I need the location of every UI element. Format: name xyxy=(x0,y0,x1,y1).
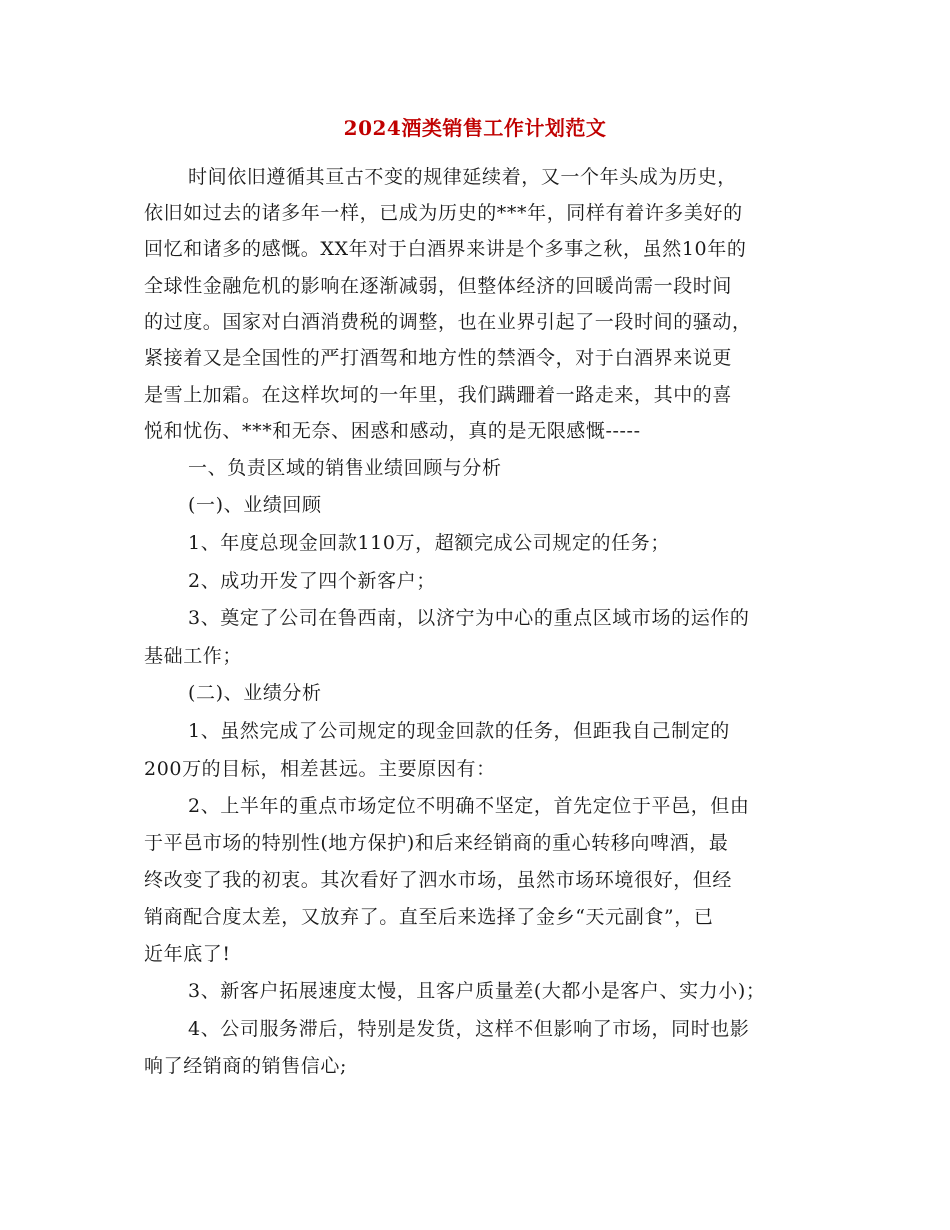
list-item: 4、公司服务滞后，特别是发货，这样不但影响了市场，同时也影 xyxy=(188,1018,750,1040)
list-item-continuation: 于平邑市场的特别性(地方保护)和后来经销商的重心转移向啤酒，最 xyxy=(144,832,729,854)
list-item-continuation: 终改变了我的初衷。其次看好了泗水市场，虽然市场环境很好，但经 xyxy=(144,869,733,891)
list-item-continuation: 基础工作； xyxy=(144,645,243,667)
paragraph-line: 回忆和诸多的感慨。XX年对于白酒界来讲是个多事之秋，虽然10年的 xyxy=(144,238,747,260)
list-item-continuation: 响了经销商的销售信心; xyxy=(144,1055,348,1077)
paragraph-line: 悦和忧伤、***和无奈、困惑和感动，真的是无限感慨----- xyxy=(144,420,641,442)
paragraph-line: 依旧如过去的诸多年一样，已成为历史的***年，同样有着许多美好的 xyxy=(144,202,743,224)
list-item: 1、虽然完成了公司规定的现金回款的任务，但距我自己制定的 xyxy=(188,720,730,742)
list-item: 3、新客户拓展速度太慢，且客户质量差(大都小是客户、实力小)； xyxy=(188,980,766,1002)
list-item: 2、上半年的重点市场定位不明确不坚定，首先定位于平邑，但由 xyxy=(188,795,750,817)
paragraph-line: 的过度。国家对白酒消费税的调整，也在业界引起了一段时间的骚动， xyxy=(144,311,752,333)
list-item-continuation: 200万的目标，相差甚远。主要原因有： xyxy=(144,758,496,780)
subsection-heading: (一)、业绩回顾 xyxy=(188,494,322,516)
paragraph-line: 紧接着又是全国性的严打酒驾和地方性的禁酒令，对于白酒界来说更 xyxy=(144,347,733,369)
section-heading: 一、负责区域的销售业绩回顾与分析 xyxy=(188,457,502,479)
list-item: 1、年度总现金回款110万，超额完成公司规定的任务； xyxy=(188,532,670,554)
paragraph-line: 时间依旧遵循其亘古不变的规律延续着，又一个年头成为历史， xyxy=(188,166,737,188)
list-item-continuation: 近年底了! xyxy=(144,943,231,965)
list-item: 2、成功开发了四个新客户； xyxy=(188,570,436,592)
list-item-continuation: 销商配合度太差，又放弃了。直至后来选择了金乡“天元副食”，已 xyxy=(144,906,714,928)
paragraph-line: 全球性金融危机的影响在逐渐减弱，但整体经济的回暖尚需一段时间 xyxy=(144,275,733,297)
document-title: 2024酒类销售工作计划范文 xyxy=(343,116,607,140)
list-item: 3、奠定了公司在鲁西南，以济宁为中心的重点区域市场的运作的 xyxy=(188,607,750,629)
subsection-heading: (二)、业绩分析 xyxy=(188,682,322,704)
paragraph-line: 是雪上加霜。在这样坎坷的一年里，我们蹒跚着一路走来，其中的喜 xyxy=(144,384,733,406)
